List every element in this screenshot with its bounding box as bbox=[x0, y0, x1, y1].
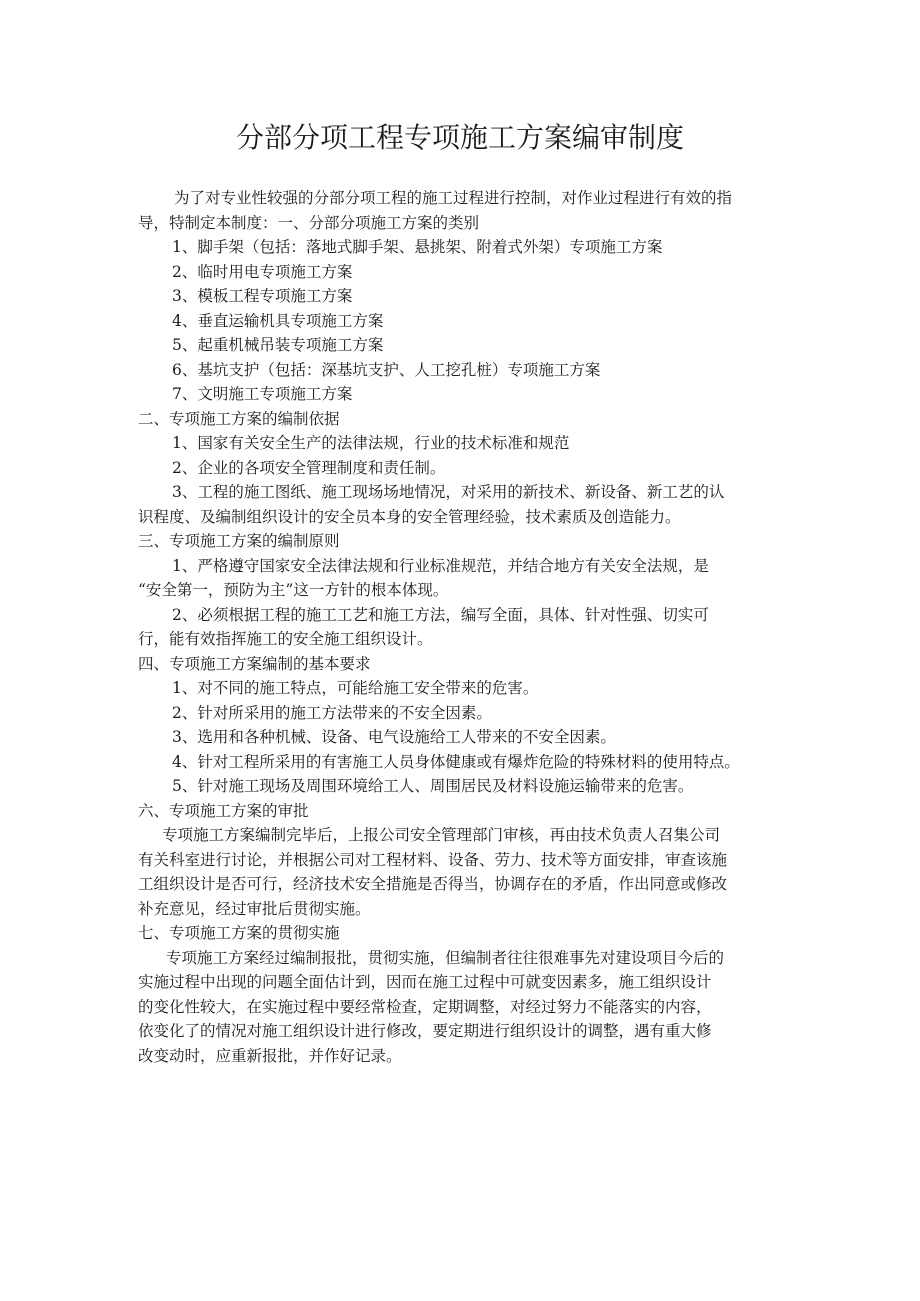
text-line: 4、针对工程所采用的有害施工人员身体健康或有爆炸危险的特殊材料的使用特点。 bbox=[172, 752, 740, 771]
text-line: 有关科室进行讨论，并根据公司对工程材料、设备、劳力、技术等方面安排，审查该施 bbox=[138, 850, 728, 869]
text-line: 为了对专业性较强的分部分项工程的施工过程进行控制，对作业过程进行有效的指 bbox=[174, 189, 733, 207]
text-line: 7、文明施工专项施工方案 bbox=[172, 385, 353, 403]
text-line: 5、起重机械吊装专项施工方案 bbox=[172, 336, 384, 354]
text-line: 1、对不同的施工特点，可能给施工安全带来的危害。 bbox=[172, 679, 539, 697]
text-line: 依变化了的情况对施工组织设计进行修改，要定期进行组织设计的调整，遇有重大修 bbox=[138, 1022, 712, 1040]
text-line: 的变化性较大，在实施过程中要经常检查，定期调整，对经过努力不能落实的内容， bbox=[138, 997, 712, 1016]
text-line: 3、选用和各种机械、设备、电气设施给工人带来的不安全因素。 bbox=[172, 728, 616, 746]
text-line: 七、专项施工方案的贯彻实施 bbox=[138, 924, 340, 942]
text-line: 1、国家有关安全生产的法律法规，行业的技术标准和规范 bbox=[172, 434, 570, 452]
text-line: 1、脚手架（包括：落地式脚手架、悬挑架、附着式外架）专项施工方案 bbox=[172, 238, 663, 256]
text-line: 六、专项施工方案的审批 bbox=[138, 801, 309, 820]
text-line: 2、必须根据工程的施工工艺和施工方法，编写全面，具体、针对性强、切实可 bbox=[172, 605, 709, 624]
text-line: 补充意见，经过审批后贯彻实施。 bbox=[138, 899, 371, 918]
text-line: 4、垂直运输机具专项施工方案 bbox=[172, 311, 384, 330]
text-line: 二、专项施工方案的编制依据 bbox=[138, 409, 340, 428]
text-line: “安全第一，预防为主”这一方针的根本体现。 bbox=[138, 581, 449, 599]
text-line: 四、专项施工方案编制的基本要求 bbox=[138, 654, 371, 673]
text-line: 行，能有效指挥施工的安全施工组织设计。 bbox=[138, 630, 433, 648]
text-line: 识程度、及编制组织设计的安全员本身的安全管理经验，技术素质及创造能力。 bbox=[138, 507, 681, 526]
text-line: 5、针对施工现场及周围环境给工人、周围居民及材料设施运输带来的危害。 bbox=[172, 777, 694, 795]
text-line: 2、临时用电专项施工方案 bbox=[172, 262, 353, 281]
text-line: 工组织设计是否可行，经济技术安全措施是否得当，协调存在的矛盾，作出同意或修改 bbox=[138, 875, 728, 893]
text-line: 2、针对所采用的施工方法带来的不安全因素。 bbox=[172, 703, 492, 722]
text-line: 1、严格遵守国家安全法律法规和行业标准规范，并结合地方有关安全法规，是 bbox=[172, 556, 709, 575]
document-title: 分部分项工程专项施工方案编审制度 bbox=[235, 121, 684, 154]
text-line: 导，特制定本制度：一、分部分项施工方案的类别 bbox=[138, 213, 480, 232]
text-line: 2、企业的各项安全管理制度和责任制。 bbox=[172, 458, 446, 477]
text-line: 三、专项施工方案的编制原则 bbox=[138, 532, 340, 550]
document-body bbox=[138, 186, 798, 1068]
text-line: 3、工程的施工图纸、施工现场场地情况，对采用的新技术、新设备、新工艺的认 bbox=[172, 483, 725, 501]
text-line: 3、模板工程专项施工方案 bbox=[172, 287, 353, 305]
text-line: 改变动时，应重新报批，并作好记录。 bbox=[138, 1046, 402, 1065]
text-line: 6、基坑支护（包括：深基坑支护、人工挖孔桩）专项施工方案 bbox=[172, 360, 601, 379]
text-line: 实施过程中出现的问题全面估计到，因而在施工过程中可就变因素多，施工组织设计 bbox=[138, 973, 712, 991]
text-line: 专项施工方案经过编制报批，贯彻实施，但编制者往往很难事先对建设项目今后的 bbox=[166, 948, 725, 967]
text-line: 专项施工方案编制完毕后，上报公司安全管理部门审核，再由技术负责人召集公司 bbox=[162, 826, 721, 844]
